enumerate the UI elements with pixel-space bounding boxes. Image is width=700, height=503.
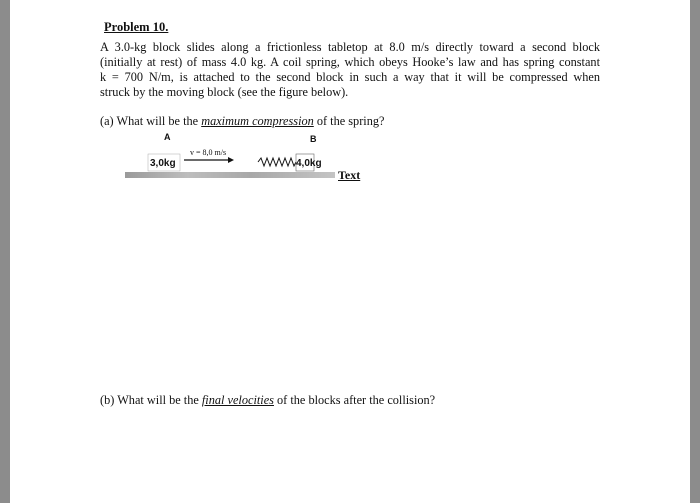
question-b [100,393,435,408]
problem-statement [100,40,600,100]
label-b: B [310,134,317,144]
label-a: A [164,132,171,142]
question-a-suffix: of the spring? [313,114,385,128]
problem-line-2: (initially at rest) of mass 4.0 kg. A coil spring, which obeys Hooke’s law and has spring constant [100,55,600,69]
block-a [148,154,180,171]
tabletop [125,172,335,178]
velocity-label: v = 8,0 m/s [190,148,227,157]
document-page [10,0,690,503]
collision-figure [120,130,380,190]
figure-text-label: Text [338,168,361,182]
spring-coil [258,158,296,166]
arrow-head [228,157,234,163]
problem-line-1: A 3.0-kg block slides along a frictionless tabletop at 8.0 m/s directly toward a second block [100,40,600,54]
question-a [100,114,384,129]
question-b-prefix: (b) What will be the [100,393,202,407]
mass-b-label: 4,0kg [296,158,322,169]
problem-line-3: k = 700 N/m, is attached to the second block in such a way that it will be compressed when [100,70,600,84]
problem-line-4: struck by the moving block (see the figure below). [100,85,349,99]
question-b-suffix: of the blocks after the collision? [273,393,436,407]
mass-a-label: 3,0kg [150,158,176,169]
question-b-emphasis: final velocities [201,393,274,407]
question-a-prefix: (a) What will be the [100,114,202,128]
problem-title: Problem 10. [104,20,169,34]
question-a-emphasis: maximum compression [201,114,314,128]
